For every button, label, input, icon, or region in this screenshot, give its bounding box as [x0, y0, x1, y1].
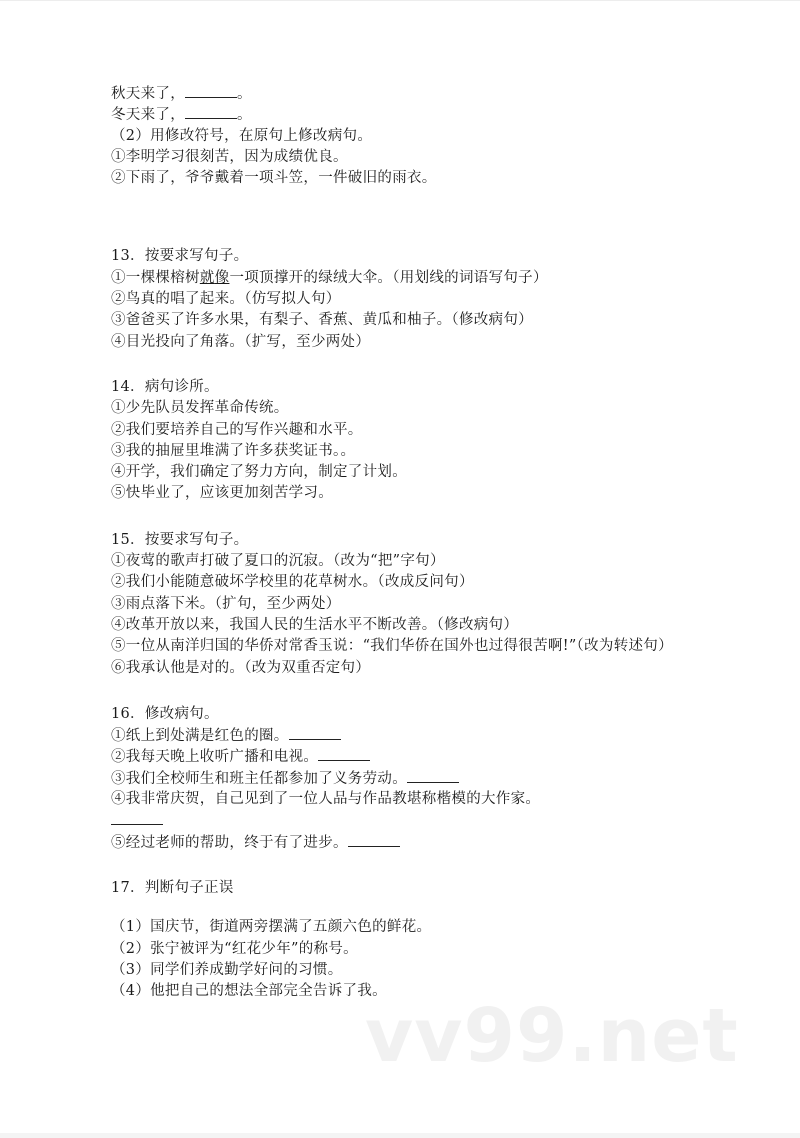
q16-item-1-text: ①纸上到处满是红色的圈。 — [111, 728, 289, 745]
q14-item-2: ②我们要培养自己的写作兴趣和水平。 — [111, 421, 363, 438]
q17-title: 17．判断句子正误 — [111, 879, 234, 896]
q15-title: 15．按要求写句子。 — [111, 531, 249, 548]
q16-item-4-blank-line — [111, 810, 711, 831]
q13-item-1-text: ①一棵棵榕树 — [111, 269, 200, 286]
q13-item-1 — [111, 268, 711, 289]
q17-item-2: （2）张宁被评为“红花少年”的称号。 — [111, 940, 358, 957]
top-item-1: ①李明学习很刻苦，因为成绩优良。 — [111, 148, 348, 165]
spacer — [111, 353, 711, 377]
q14-item-5: ⑤快毕业了，应该更加刻苦学习。 — [111, 485, 333, 502]
q13-title: 13．按要求写句子。 — [111, 248, 249, 265]
spacer — [111, 505, 711, 530]
q16-item-3 — [111, 768, 711, 789]
q13-item-4: ④目光投向了角落。（扩写，至少两处） — [111, 333, 371, 350]
q17-item-1: （1）国庆节，街道两旁摆满了五颜六色的鲜花。 — [111, 919, 432, 936]
q16-item-2-text: ②我每天晚上收听广播和电视。 — [111, 749, 319, 766]
q15-item-5: ⑤一位从南洋归国的华侨对常香玉说：“我们华侨在国外也过得很苦啊!”（改为转述句） — [111, 638, 673, 655]
answer-blank — [318, 746, 370, 761]
answer-blank — [185, 83, 237, 98]
spacer — [111, 853, 711, 878]
q16-item-4: ④我非常庆贺，自己见到了一位人品与作品教堪称楷模的大作家。 — [111, 791, 541, 808]
spacer — [111, 189, 711, 246]
q16-item-1 — [111, 725, 711, 746]
end-mark: 。 — [237, 107, 252, 124]
task2-line: （2）用修改符号，在原句上修改病句。 — [111, 127, 373, 144]
q15-item-4: ④改革开放以来，我国人民的生活水平不断改善。（修改病句） — [111, 616, 519, 633]
q14-item-1: ①少先队员发挥革命传统。 — [111, 400, 289, 417]
exercise-content — [111, 83, 711, 1002]
q14-item-3: ③我的抽屉里堆满了许多获奖证书。。 — [111, 442, 356, 459]
q15-item-3: ③雨点落下米。（扩句，至少两处） — [111, 595, 341, 612]
q15-item-1: ①夜莺的歌声打破了夏口的沉寂。（改为“把”字句） — [111, 553, 445, 570]
answer-blank — [289, 725, 341, 740]
answer-blank — [348, 832, 400, 847]
q14-title: 14．病句诊所。 — [111, 378, 219, 395]
q14-item-4: ④开学，我们确定了努力方向，制定了计划。 — [111, 464, 407, 481]
q13-item-1-instruction: 一项顶撑开的绿绒大伞。（用划线的词语写句子） — [229, 269, 548, 286]
answer-blank — [185, 104, 237, 119]
q16-item-3-text: ③我们全校师生和班主任都参加了义务劳动。 — [111, 770, 407, 787]
answer-blank — [407, 768, 459, 783]
q15-item-2: ②我们小能随意破坏学校里的花草树水。（改成反问句） — [111, 574, 474, 591]
page-bottom-edge — [0, 1133, 800, 1138]
answer-blank — [111, 810, 163, 825]
q13-item-2: ②鸟真的唱了起来。（仿写拟人句） — [111, 291, 341, 308]
q17-item-4: （4）他把自己的想法全部完全告诉了我。 — [111, 983, 387, 1000]
q15-item-6: ⑥我承认他是对的。（改为双重否定句） — [111, 659, 371, 676]
q17-item-3: （3）同学们养成勤学好问的习惯。 — [111, 961, 343, 978]
watermark: vv99.net — [365, 993, 739, 1079]
q16-item-5-text: ⑤经过老师的帮助，终于有了进步。 — [111, 834, 348, 851]
end-mark: 。 — [237, 86, 252, 102]
autumn-text: 秋天来了， — [111, 86, 185, 102]
q16-title: 16．修改病句。 — [111, 705, 219, 722]
winter-text: 冬天来了， — [111, 107, 185, 124]
spacer — [111, 899, 711, 917]
spacer — [111, 679, 711, 704]
autumn-line — [111, 83, 711, 104]
top-item-2: ②下雨了，爷爷戴着一项斗笠，一件破旧的雨衣。 — [111, 170, 437, 187]
q16-item-5 — [111, 832, 711, 853]
winter-line — [111, 104, 711, 125]
underlined-word: 就 — [199, 269, 215, 286]
q13-item-3: ③爸爸买了许多水果，有梨子、香蕉、黄瓜和柚子。（修改病句） — [111, 312, 533, 329]
underlined-word: 像 — [214, 269, 230, 286]
q16-item-2 — [111, 746, 711, 767]
